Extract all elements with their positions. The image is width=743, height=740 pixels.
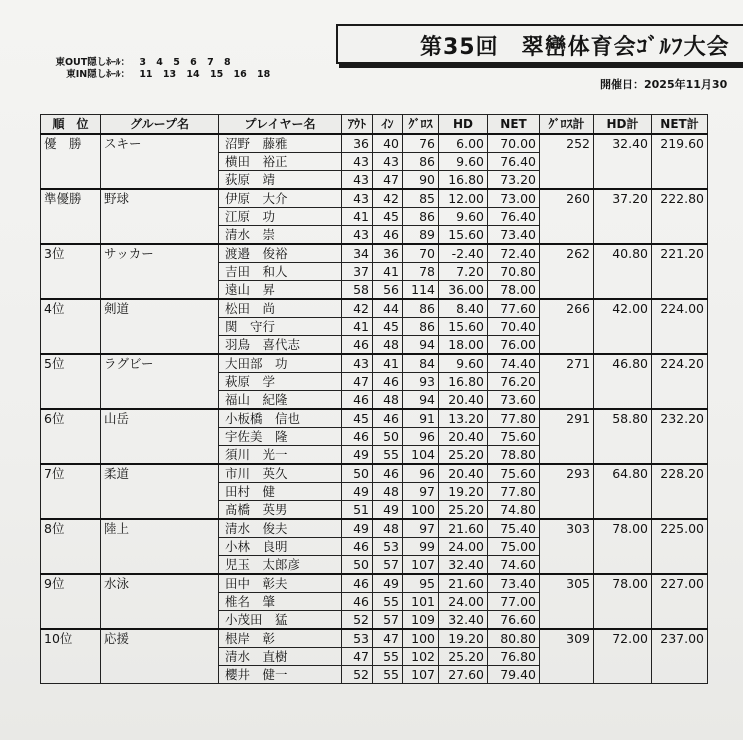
net-cell: 73.20 [488, 171, 540, 190]
group-name-cell: スキー [101, 134, 219, 189]
hd-cell: 15.60 [439, 226, 488, 245]
hd-cell: 32.40 [439, 611, 488, 630]
gross-score-cell: 91 [403, 409, 439, 428]
group-name-cell: 柔道 [101, 464, 219, 519]
net-cell: 76.00 [488, 336, 540, 355]
hd-total-cell: 46.80 [594, 354, 652, 409]
gross-score-cell: 96 [403, 464, 439, 483]
results-table [40, 114, 708, 684]
in-score-cell: 55 [373, 446, 403, 465]
gross-score-cell: 84 [403, 354, 439, 373]
in-score-cell: 56 [373, 281, 403, 300]
in-score-cell: 43 [373, 153, 403, 171]
table-row [41, 519, 708, 538]
net-cell: 79.40 [488, 666, 540, 684]
out-score-cell: 46 [342, 391, 373, 410]
out-score-cell: 47 [342, 373, 373, 391]
hd-cell: 21.60 [439, 519, 488, 538]
net-cell: 77.00 [488, 593, 540, 611]
group-name-cell: 応援 [101, 629, 219, 684]
gross-score-cell: 86 [403, 299, 439, 318]
column-header: プレイヤー名 [219, 115, 342, 135]
out-score-cell: 45 [342, 409, 373, 428]
net-cell: 78.80 [488, 446, 540, 465]
gross-score-cell: 78 [403, 263, 439, 281]
hd-cell: 6.00 [439, 134, 488, 153]
event-date: 開催日：2025年11月30 [600, 78, 728, 91]
gross-score-cell: 95 [403, 574, 439, 593]
gross-score-cell: 96 [403, 428, 439, 446]
in-score-cell: 48 [373, 336, 403, 355]
out-score-cell: 41 [342, 318, 373, 336]
net-cell: 70.80 [488, 263, 540, 281]
player-name-cell: 田中 彰夫 [219, 574, 342, 593]
gross-score-cell: 102 [403, 648, 439, 666]
player-name-cell: 清水 直樹 [219, 648, 342, 666]
net-cell: 74.40 [488, 354, 540, 373]
column-header: ｲﾝ [373, 115, 403, 135]
player-name-cell: 小板橋 信也 [219, 409, 342, 428]
hd-cell: 9.60 [439, 208, 488, 226]
out-score-cell: 43 [342, 354, 373, 373]
player-name-cell: 松田 尚 [219, 299, 342, 318]
out-score-cell: 41 [342, 208, 373, 226]
column-header: NET [488, 115, 540, 135]
in-score-cell: 50 [373, 428, 403, 446]
out-score-cell: 46 [342, 593, 373, 611]
gross-total-cell: 262 [540, 244, 594, 299]
in-score-cell: 49 [373, 501, 403, 520]
hd-total-cell: 78.00 [594, 574, 652, 629]
out-score-cell: 43 [342, 153, 373, 171]
out-score-cell: 53 [342, 629, 373, 648]
in-score-cell: 55 [373, 666, 403, 684]
out-score-cell: 52 [342, 666, 373, 684]
net-cell: 73.40 [488, 226, 540, 245]
out-score-cell: 49 [342, 483, 373, 501]
player-name-cell: 櫻井 健一 [219, 666, 342, 684]
gross-score-cell: 101 [403, 593, 439, 611]
table-row [41, 409, 708, 428]
net-cell: 74.80 [488, 501, 540, 520]
hole-number: 11 [139, 69, 153, 80]
hd-total-cell: 72.00 [594, 629, 652, 684]
hd-total-cell: 64.80 [594, 464, 652, 519]
player-name-cell: 江原 功 [219, 208, 342, 226]
gross-total-cell: 271 [540, 354, 594, 409]
player-name-cell: 遠山 昇 [219, 281, 342, 300]
net-cell: 76.20 [488, 373, 540, 391]
gross-total-cell: 291 [540, 409, 594, 464]
out-score-cell: 51 [342, 501, 373, 520]
hole-number: 5 [173, 57, 180, 68]
gross-score-cell: 70 [403, 244, 439, 263]
player-name-cell: 市川 英久 [219, 464, 342, 483]
net-total-cell: 225.00 [652, 519, 708, 574]
column-header: ｸﾞﾛｽ [403, 115, 439, 135]
player-name-cell: 須川 光一 [219, 446, 342, 465]
hole-number: 7 [207, 57, 214, 68]
out-score-cell: 50 [342, 464, 373, 483]
out-score-cell: 42 [342, 299, 373, 318]
rank-cell: 3位 [41, 244, 101, 299]
net-cell: 78.00 [488, 281, 540, 300]
player-name-cell: 沼野 藤雅 [219, 134, 342, 153]
hole-number: 15 [209, 69, 224, 80]
net-cell: 76.60 [488, 611, 540, 630]
hd-total-cell: 40.80 [594, 244, 652, 299]
net-total-cell: 224.20 [652, 354, 708, 409]
player-name-cell: 小茂田 猛 [219, 611, 342, 630]
gross-score-cell: 86 [403, 208, 439, 226]
player-name-cell: 根岸 彰 [219, 629, 342, 648]
net-cell: 76.40 [488, 153, 540, 171]
gross-total-cell: 305 [540, 574, 594, 629]
table-row [41, 354, 708, 373]
net-cell: 75.60 [488, 464, 540, 483]
player-name-cell: 荻原 靖 [219, 171, 342, 190]
hd-cell: 9.60 [439, 354, 488, 373]
hole-number: 6 [190, 57, 197, 68]
hd-cell: 8.40 [439, 299, 488, 318]
hd-cell: 36.00 [439, 281, 488, 300]
hd-cell: 16.80 [439, 373, 488, 391]
out-score-cell: 47 [342, 648, 373, 666]
hd-cell: 24.00 [439, 593, 488, 611]
gross-score-cell: 89 [403, 226, 439, 245]
gross-score-cell: 94 [403, 336, 439, 355]
out-score-cell: 37 [342, 263, 373, 281]
page-title: 第35回 翠巒体育会ｺﾞﾙﾌ大会 [420, 35, 730, 60]
out-score-cell: 46 [342, 574, 373, 593]
rank-cell: 10位 [41, 629, 101, 684]
out-score-cell: 58 [342, 281, 373, 300]
gross-total-cell: 309 [540, 629, 594, 684]
hd-cell: 25.20 [439, 501, 488, 520]
table-row [41, 629, 708, 648]
player-name-cell: 大田部 功 [219, 354, 342, 373]
net-total-cell: 221.20 [652, 244, 708, 299]
hd-cell: 32.40 [439, 556, 488, 575]
out-score-cell: 46 [342, 538, 373, 556]
table-row [41, 464, 708, 483]
in-score-cell: 55 [373, 593, 403, 611]
hd-cell: 20.40 [439, 391, 488, 410]
group-name-cell: 水泳 [101, 574, 219, 629]
in-score-cell: 57 [373, 611, 403, 630]
in-score-cell: 57 [373, 556, 403, 575]
net-cell: 76.40 [488, 208, 540, 226]
group-name-cell: ラグビー [101, 354, 219, 409]
net-cell: 74.60 [488, 556, 540, 575]
hd-cell: 25.20 [439, 446, 488, 465]
in-score-cell: 45 [373, 318, 403, 336]
out-score-cell: 43 [342, 226, 373, 245]
out-score-cell: 49 [342, 446, 373, 465]
gross-score-cell: 100 [403, 501, 439, 520]
out-score-cell: 34 [342, 244, 373, 263]
net-total-cell: 237.00 [652, 629, 708, 684]
rank-cell: 9位 [41, 574, 101, 629]
hole-number: 3 [139, 57, 146, 68]
column-header: HD [439, 115, 488, 135]
rank-cell: 優 勝 [41, 134, 101, 189]
hd-total-cell: 78.00 [594, 519, 652, 574]
hd-cell: 25.20 [439, 648, 488, 666]
net-cell: 73.60 [488, 391, 540, 410]
in-score-cell: 46 [373, 409, 403, 428]
gross-score-cell: 90 [403, 171, 439, 190]
player-name-cell: 吉田 和人 [219, 263, 342, 281]
in-score-cell: 36 [373, 244, 403, 263]
out-score-cell: 46 [342, 428, 373, 446]
net-cell: 77.80 [488, 409, 540, 428]
table-header-row [41, 115, 708, 135]
rank-cell: 8位 [41, 519, 101, 574]
rank-cell: 6位 [41, 409, 101, 464]
rank-cell: 7位 [41, 464, 101, 519]
player-name-cell: 関 守行 [219, 318, 342, 336]
in-score-cell: 41 [373, 263, 403, 281]
gross-score-cell: 97 [403, 483, 439, 501]
hd-cell: 16.80 [439, 171, 488, 190]
net-total-cell: 228.20 [652, 464, 708, 519]
hd-cell: 24.00 [439, 538, 488, 556]
hd-total-cell: 42.00 [594, 299, 652, 354]
in-score-cell: 55 [373, 648, 403, 666]
hd-cell: -2.40 [439, 244, 488, 263]
in-score-cell: 46 [373, 464, 403, 483]
player-name-cell: 渡邉 俊裕 [219, 244, 342, 263]
net-cell: 73.00 [488, 189, 540, 208]
hidden-holes-in [52, 66, 277, 80]
rank-cell: 5位 [41, 354, 101, 409]
hole-number: 8 [224, 57, 231, 68]
player-name-cell: 小林 良明 [219, 538, 342, 556]
group-name-cell: サッカー [101, 244, 219, 299]
hd-total-cell: 58.80 [594, 409, 652, 464]
hd-cell: 13.20 [439, 409, 488, 428]
gross-score-cell: 100 [403, 629, 439, 648]
results-body [41, 134, 708, 684]
net-cell: 73.40 [488, 574, 540, 593]
in-score-cell: 47 [373, 629, 403, 648]
net-cell: 70.40 [488, 318, 540, 336]
table-row [41, 299, 708, 318]
net-total-cell: 219.60 [652, 134, 708, 189]
player-name-cell: 横田 裕正 [219, 153, 342, 171]
hd-cell: 19.20 [439, 483, 488, 501]
in-score-cell: 46 [373, 373, 403, 391]
out-score-cell: 50 [342, 556, 373, 575]
gross-score-cell: 86 [403, 318, 439, 336]
in-score-cell: 42 [373, 189, 403, 208]
net-cell: 76.80 [488, 648, 540, 666]
in-score-cell: 47 [373, 171, 403, 190]
hd-cell: 15.60 [439, 318, 488, 336]
out-score-cell: 46 [342, 336, 373, 355]
gross-score-cell: 109 [403, 611, 439, 630]
out-score-cell: 43 [342, 189, 373, 208]
hd-cell: 18.00 [439, 336, 488, 355]
group-name-cell: 陸上 [101, 519, 219, 574]
gross-total-cell: 266 [540, 299, 594, 354]
gross-score-cell: 94 [403, 391, 439, 410]
net-cell: 75.40 [488, 519, 540, 538]
column-header: NET計 [652, 115, 708, 135]
hidden-holes-in-label: 東IN隠しﾎｰﾙ： [66, 69, 130, 80]
hole-number: 16 [233, 69, 247, 80]
hd-cell: 27.60 [439, 666, 488, 684]
player-name-cell: 椎名 肇 [219, 593, 342, 611]
gross-score-cell: 76 [403, 134, 439, 153]
net-total-cell: 222.80 [652, 189, 708, 244]
gross-score-cell: 86 [403, 153, 439, 171]
player-name-cell: 髙橋 英男 [219, 501, 342, 520]
net-cell: 75.00 [488, 538, 540, 556]
table-row [41, 574, 708, 593]
out-score-cell: 52 [342, 611, 373, 630]
column-header: ｱｳﾄ [342, 115, 373, 135]
hd-cell: 9.60 [439, 153, 488, 171]
net-cell: 70.00 [488, 134, 540, 153]
hole-number: 13 [162, 69, 177, 80]
gross-total-cell: 303 [540, 519, 594, 574]
hd-cell: 20.40 [439, 428, 488, 446]
gross-score-cell: 99 [403, 538, 439, 556]
out-score-cell: 49 [342, 519, 373, 538]
hidden-holes-out-label: 東OUT隠しﾎｰﾙ： [55, 57, 130, 68]
table-row [41, 134, 708, 153]
in-score-cell: 41 [373, 354, 403, 373]
hd-cell: 19.20 [439, 629, 488, 648]
net-cell: 80.80 [488, 629, 540, 648]
net-total-cell: 227.00 [652, 574, 708, 629]
player-name-cell: 宇佐美 隆 [219, 428, 342, 446]
hole-number: 14 [186, 69, 200, 80]
hd-total-cell: 37.20 [594, 189, 652, 244]
title-box [336, 24, 743, 64]
hd-cell: 12.00 [439, 189, 488, 208]
player-name-cell: 伊原 大介 [219, 189, 342, 208]
in-score-cell: 48 [373, 483, 403, 501]
rank-cell: 4位 [41, 299, 101, 354]
column-header: HD計 [594, 115, 652, 135]
group-name-cell: 剣道 [101, 299, 219, 354]
gross-score-cell: 104 [403, 446, 439, 465]
in-score-cell: 48 [373, 519, 403, 538]
in-score-cell: 48 [373, 391, 403, 410]
in-score-cell: 45 [373, 208, 403, 226]
gross-total-cell: 260 [540, 189, 594, 244]
net-cell: 77.60 [488, 299, 540, 318]
table-row [41, 244, 708, 263]
player-name-cell: 田村 健 [219, 483, 342, 501]
rank-cell: 準優勝 [41, 189, 101, 244]
hd-cell: 21.60 [439, 574, 488, 593]
column-header: 順 位 [41, 115, 101, 135]
hole-number: 4 [156, 57, 163, 68]
column-header: グループ名 [101, 115, 219, 135]
hole-number: 18 [257, 69, 271, 80]
gross-score-cell: 107 [403, 666, 439, 684]
net-cell: 75.60 [488, 428, 540, 446]
group-name-cell: 山岳 [101, 409, 219, 464]
gross-total-cell: 293 [540, 464, 594, 519]
net-cell: 72.40 [488, 244, 540, 263]
hd-cell: 7.20 [439, 263, 488, 281]
hd-cell: 20.40 [439, 464, 488, 483]
net-cell: 77.80 [488, 483, 540, 501]
gross-score-cell: 97 [403, 519, 439, 538]
out-score-cell: 43 [342, 171, 373, 190]
gross-score-cell: 107 [403, 556, 439, 575]
player-name-cell: 清水 俊夫 [219, 519, 342, 538]
player-name-cell: 清水 崇 [219, 226, 342, 245]
player-name-cell: 萩原 学 [219, 373, 342, 391]
in-score-cell: 46 [373, 226, 403, 245]
net-total-cell: 232.20 [652, 409, 708, 464]
column-header: ｸﾞﾛｽ計 [540, 115, 594, 135]
gross-total-cell: 252 [540, 134, 594, 189]
table-row [41, 189, 708, 208]
net-total-cell: 224.00 [652, 299, 708, 354]
out-score-cell: 36 [342, 134, 373, 153]
hd-total-cell: 32.40 [594, 134, 652, 189]
in-score-cell: 40 [373, 134, 403, 153]
in-score-cell: 44 [373, 299, 403, 318]
player-name-cell: 羽鳥 喜代志 [219, 336, 342, 355]
in-score-cell: 49 [373, 574, 403, 593]
group-name-cell: 野球 [101, 189, 219, 244]
gross-score-cell: 93 [403, 373, 439, 391]
gross-score-cell: 114 [403, 281, 439, 300]
gross-score-cell: 85 [403, 189, 439, 208]
player-name-cell: 福山 紀隆 [219, 391, 342, 410]
player-name-cell: 児玉 太郎彦 [219, 556, 342, 575]
in-score-cell: 53 [373, 538, 403, 556]
